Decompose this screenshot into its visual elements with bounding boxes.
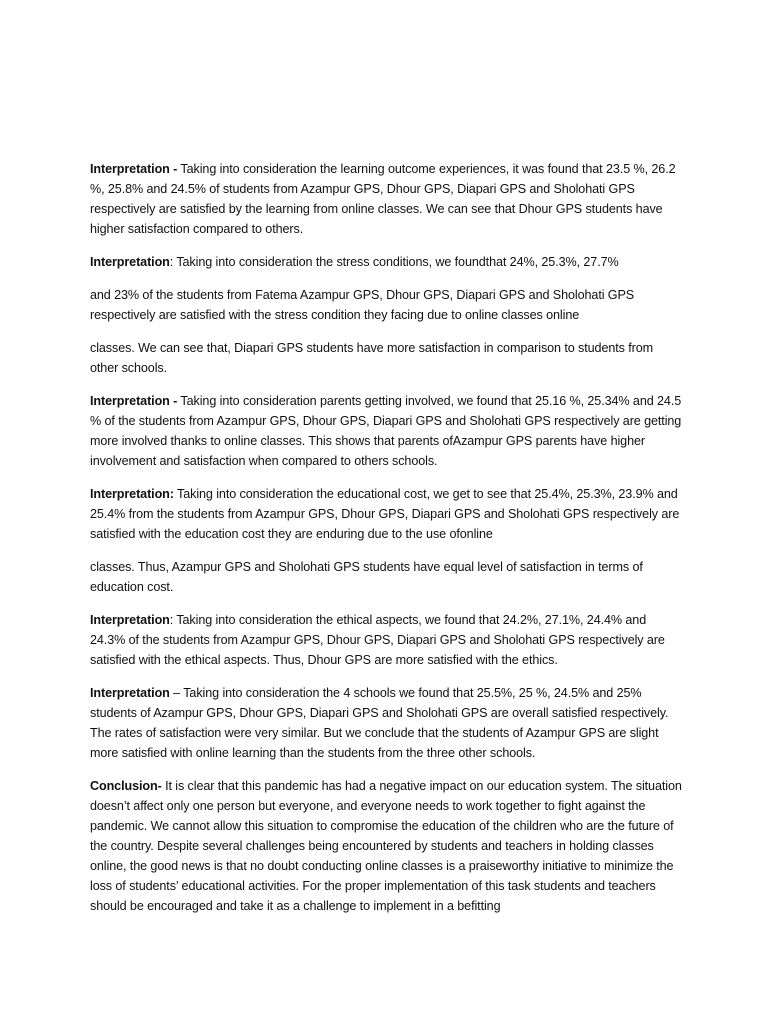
paragraph-lead: Interpretation	[90, 613, 170, 627]
paragraph-text: – Taking into consideration the 4 schools we found that 25.5%, 25 %, 24.5% and 25% students of Azampur GPS, Dhour GPS, Diapari GPS and Sholohati GPS are overall satisfied respectively. The rates of satisfaction were very similar. But we conclude that the students of Azampur GPS are slight more satisfied with online learning than the students from the three other schools.	[90, 686, 669, 760]
paragraph-conclusion	[90, 776, 682, 916]
paragraph-text: Taking into consideration parents getting involved, we found that 25.16 %, 25.34% and 24.5 % of the students from Azampur GPS, Dhour GPS, Diapari GPS and Sholohati GPS respectively are getting more involved thanks to online classes. This shows that parents ofAzampur GPS parents have higher involvement and satisfaction when compared to others schools.	[90, 394, 682, 468]
paragraph-educational-cost	[90, 484, 682, 544]
paragraph-lead: Interpretation -	[90, 394, 178, 408]
paragraph-learning-outcome	[90, 159, 682, 239]
paragraph-stress-continued	[90, 285, 682, 325]
paragraph-stress-conclusion	[90, 338, 682, 378]
paragraph-parents-involvement	[90, 391, 682, 471]
paragraph-text: and 23% of the students from Fatema Azampur GPS, Dhour GPS, Diapari GPS and Sholohati GPS respectively are satisfied with the stress condition they facing due to online classes online	[90, 288, 635, 322]
paragraph-lead: Interpretation -	[90, 162, 178, 176]
paragraph-text: classes. Thus, Azampur GPS and Sholohati GPS students have equal level of satisfaction in terms of education cost.	[90, 560, 643, 594]
paragraph-lead: Interpretation	[90, 686, 170, 700]
paragraph-text: classes. We can see that, Diapari GPS students have more satisfaction in comparison to students from other schools.	[90, 341, 654, 375]
paragraph-cost-conclusion	[90, 557, 682, 597]
paragraph-text: : Taking into consideration the ethical aspects, we found that 24.2%, 27.1%, 24.4% and 24.3% of the students from Azampur GPS, Dhour GPS, Diapari GPS and Sholohati GPS respectively are satisfied with the ethical aspects. Thus, Dhour GPS are more satisfied with the ethics.	[90, 613, 665, 667]
document-page	[90, 159, 682, 929]
paragraph-text: It is clear that this pandemic has had a negative impact on our education system. The situation doesn’t affect only one person but everyone, and everyone needs to work together to fight against the pandemic. We cannot allow this situation to compromise the education of the children who are the future of the country. Despite several challenges being encountered by students and teachers in holding classes online, the good news is that no doubt conducting online classes is a praiseworthy initiative to minimize the loss of students’ educational activities. For the proper implementation of this task students and teachers should be encouraged and take it as a challenge to implement in a befitting	[90, 779, 682, 913]
paragraph-stress-conditions	[90, 252, 682, 272]
paragraph-ethical-aspects	[90, 610, 682, 670]
paragraph-text: : Taking into consideration the stress conditions, we foundthat 24%, 25.3%, 27.7%	[169, 255, 619, 269]
paragraph-overall-satisfaction	[90, 683, 682, 763]
paragraph-text: Taking into consideration the learning outcome experiences, it was found that 23.5 %, 26.2 %, 25.8% and 24.5% of students from Azampur GPS, Dhour GPS, Diapari GPS and Sholohati GPS respectively are satisfied by the learning from online classes. We can see that Dhour GPS students have higher satisfaction compared to others.	[90, 162, 676, 236]
paragraph-lead: Interpretation:	[90, 487, 174, 501]
paragraph-lead: Conclusion-	[90, 779, 162, 793]
paragraph-lead: Interpretation	[90, 255, 170, 269]
paragraph-text: Taking into consideration the educational cost, we get to see that 25.4%, 25.3%, 23.9% and 25.4% from the students from Azampur GPS, Dhour GPS, Diapari GPS and Sholohati GPS respectively are satisfied with the education cost they are enduring due to the use ofonline	[90, 487, 680, 541]
